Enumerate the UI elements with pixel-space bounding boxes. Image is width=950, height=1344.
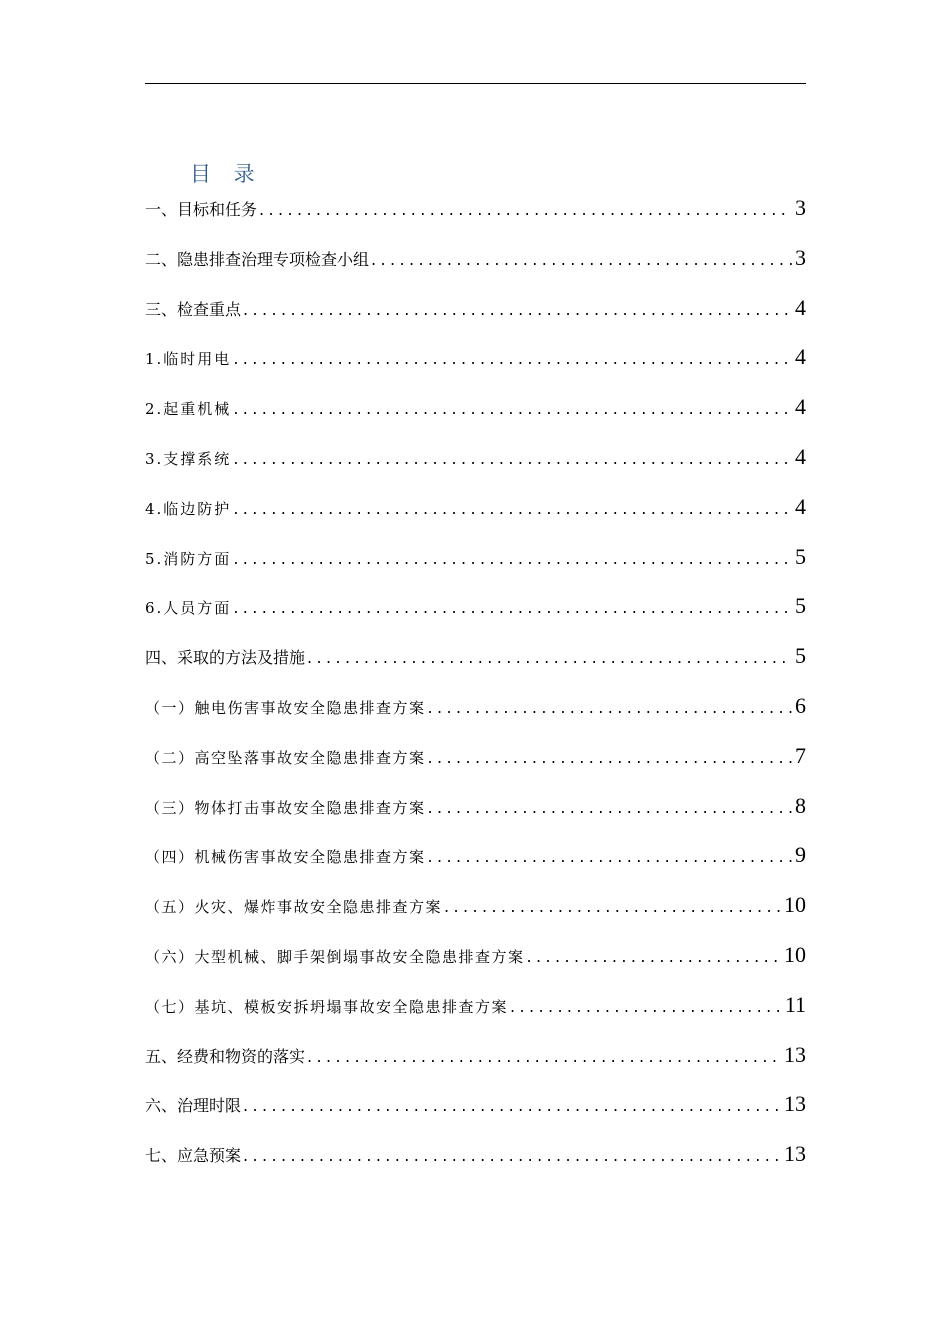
toc-entry-label: 1.临时用电 xyxy=(145,350,232,369)
toc-leader-dots xyxy=(233,399,792,418)
toc-page-number: 5 xyxy=(795,593,806,619)
toc-page-number: 4 xyxy=(795,443,806,469)
toc-leader-dots xyxy=(444,897,781,916)
toc-entry[interactable] xyxy=(145,394,806,444)
toc-page-number: 4 xyxy=(795,394,806,420)
toc-entry[interactable] xyxy=(145,942,806,992)
toc-entry-label: （五）火灾、爆炸事故安全隐患排查方案 xyxy=(145,898,443,917)
toc-page-number: 10 xyxy=(784,892,806,918)
toc-leader-dots xyxy=(259,200,792,219)
toc-leader-dots xyxy=(428,798,792,817)
toc-page-number: 4 xyxy=(795,493,806,519)
toc-entry[interactable] xyxy=(145,1091,806,1141)
table-of-contents xyxy=(145,195,806,1191)
toc-leader-dots xyxy=(233,349,792,368)
toc-entry[interactable] xyxy=(145,1141,806,1191)
toc-leader-dots xyxy=(527,947,781,966)
toc-entry[interactable] xyxy=(145,643,806,693)
toc-entry[interactable] xyxy=(145,444,806,494)
toc-leader-dots xyxy=(307,1047,781,1066)
toc-entry[interactable] xyxy=(145,245,806,295)
toc-entry-label: （六）大型机械、脚手架倒塌事故安全隐患排查方案 xyxy=(145,947,525,966)
toc-entry-label: 5.消防方面 xyxy=(145,549,232,568)
toc-title: 目 录 xyxy=(190,162,263,186)
toc-leader-dots xyxy=(307,648,792,667)
toc-leader-dots xyxy=(243,1096,781,1115)
toc-entry-label: 二、隐患排查治理专项检查小组 xyxy=(145,249,370,269)
toc-page-number: 4 xyxy=(795,294,806,320)
toc-entry-label: （四）机械伤害事故安全隐患排查方案 xyxy=(145,848,426,867)
toc-page-number: 13 xyxy=(784,1091,806,1117)
toc-entry-label: 2.起重机械 xyxy=(145,400,232,419)
toc-entry[interactable] xyxy=(145,195,806,245)
toc-leader-dots xyxy=(428,698,792,717)
toc-page-number: 13 xyxy=(784,1041,806,1067)
toc-page-number: 9 xyxy=(795,842,806,868)
toc-entry[interactable] xyxy=(145,892,806,942)
toc-entry[interactable] xyxy=(145,494,806,544)
toc-leader-dots xyxy=(243,300,792,319)
header-rule xyxy=(145,83,806,84)
toc-entry-label: （三）物体打击事故安全隐患排查方案 xyxy=(145,798,426,817)
toc-page-number: 5 xyxy=(795,643,806,669)
toc-leader-dots xyxy=(233,449,792,468)
toc-entry-label: 七、应急预案 xyxy=(145,1146,242,1166)
toc-leader-dots xyxy=(233,598,792,617)
toc-entry[interactable] xyxy=(145,842,806,892)
toc-entry-label: 3.支撑系统 xyxy=(145,449,232,468)
toc-entry-label: 四、采取的方法及措施 xyxy=(145,648,306,668)
toc-entry[interactable] xyxy=(145,992,806,1042)
toc-entry[interactable] xyxy=(145,693,806,743)
toc-page-number: 7 xyxy=(795,742,806,768)
toc-entry[interactable] xyxy=(145,593,806,643)
toc-page-number: 4 xyxy=(795,344,806,370)
toc-entry[interactable] xyxy=(145,544,806,594)
toc-leader-dots xyxy=(428,847,792,866)
toc-entry-label: 4.临边防护 xyxy=(145,499,232,518)
toc-entry-label: 6.人员方面 xyxy=(145,599,232,618)
toc-leader-dots xyxy=(233,549,792,568)
toc-entry-label: （一）触电伤害事故安全隐患排查方案 xyxy=(145,698,426,717)
toc-entry-label: （七）基坑、模板安拆坍塌事故安全隐患排查方案 xyxy=(145,997,509,1016)
toc-leader-dots xyxy=(428,748,792,767)
toc-entry[interactable] xyxy=(145,793,806,843)
toc-leader-dots xyxy=(371,250,792,269)
toc-entry-label: 六、治理时限 xyxy=(145,1096,242,1116)
toc-page-number: 8 xyxy=(795,792,806,818)
toc-page-number: 10 xyxy=(784,941,806,967)
toc-entry-label: 一、目标和任务 xyxy=(145,200,258,219)
toc-entry-label: 三、检查重点 xyxy=(145,299,242,319)
toc-entry[interactable] xyxy=(145,743,806,793)
toc-entry[interactable] xyxy=(145,295,806,345)
toc-page-number: 13 xyxy=(784,1141,806,1167)
toc-page-number: 6 xyxy=(795,692,806,718)
toc-page-number: 3 xyxy=(795,195,806,220)
toc-entry-label: （二）高空坠落事故安全隐患排查方案 xyxy=(145,748,426,767)
toc-entry[interactable] xyxy=(145,344,806,394)
toc-leader-dots xyxy=(243,1146,781,1165)
toc-entry[interactable] xyxy=(145,1042,806,1092)
toc-leader-dots xyxy=(510,997,782,1016)
toc-page-number: 11 xyxy=(784,991,806,1017)
toc-page-number: 5 xyxy=(795,543,806,569)
toc-page-number: 3 xyxy=(795,244,806,270)
toc-entry-label: 五、经费和物资的落实 xyxy=(145,1046,306,1066)
toc-leader-dots xyxy=(233,499,792,518)
